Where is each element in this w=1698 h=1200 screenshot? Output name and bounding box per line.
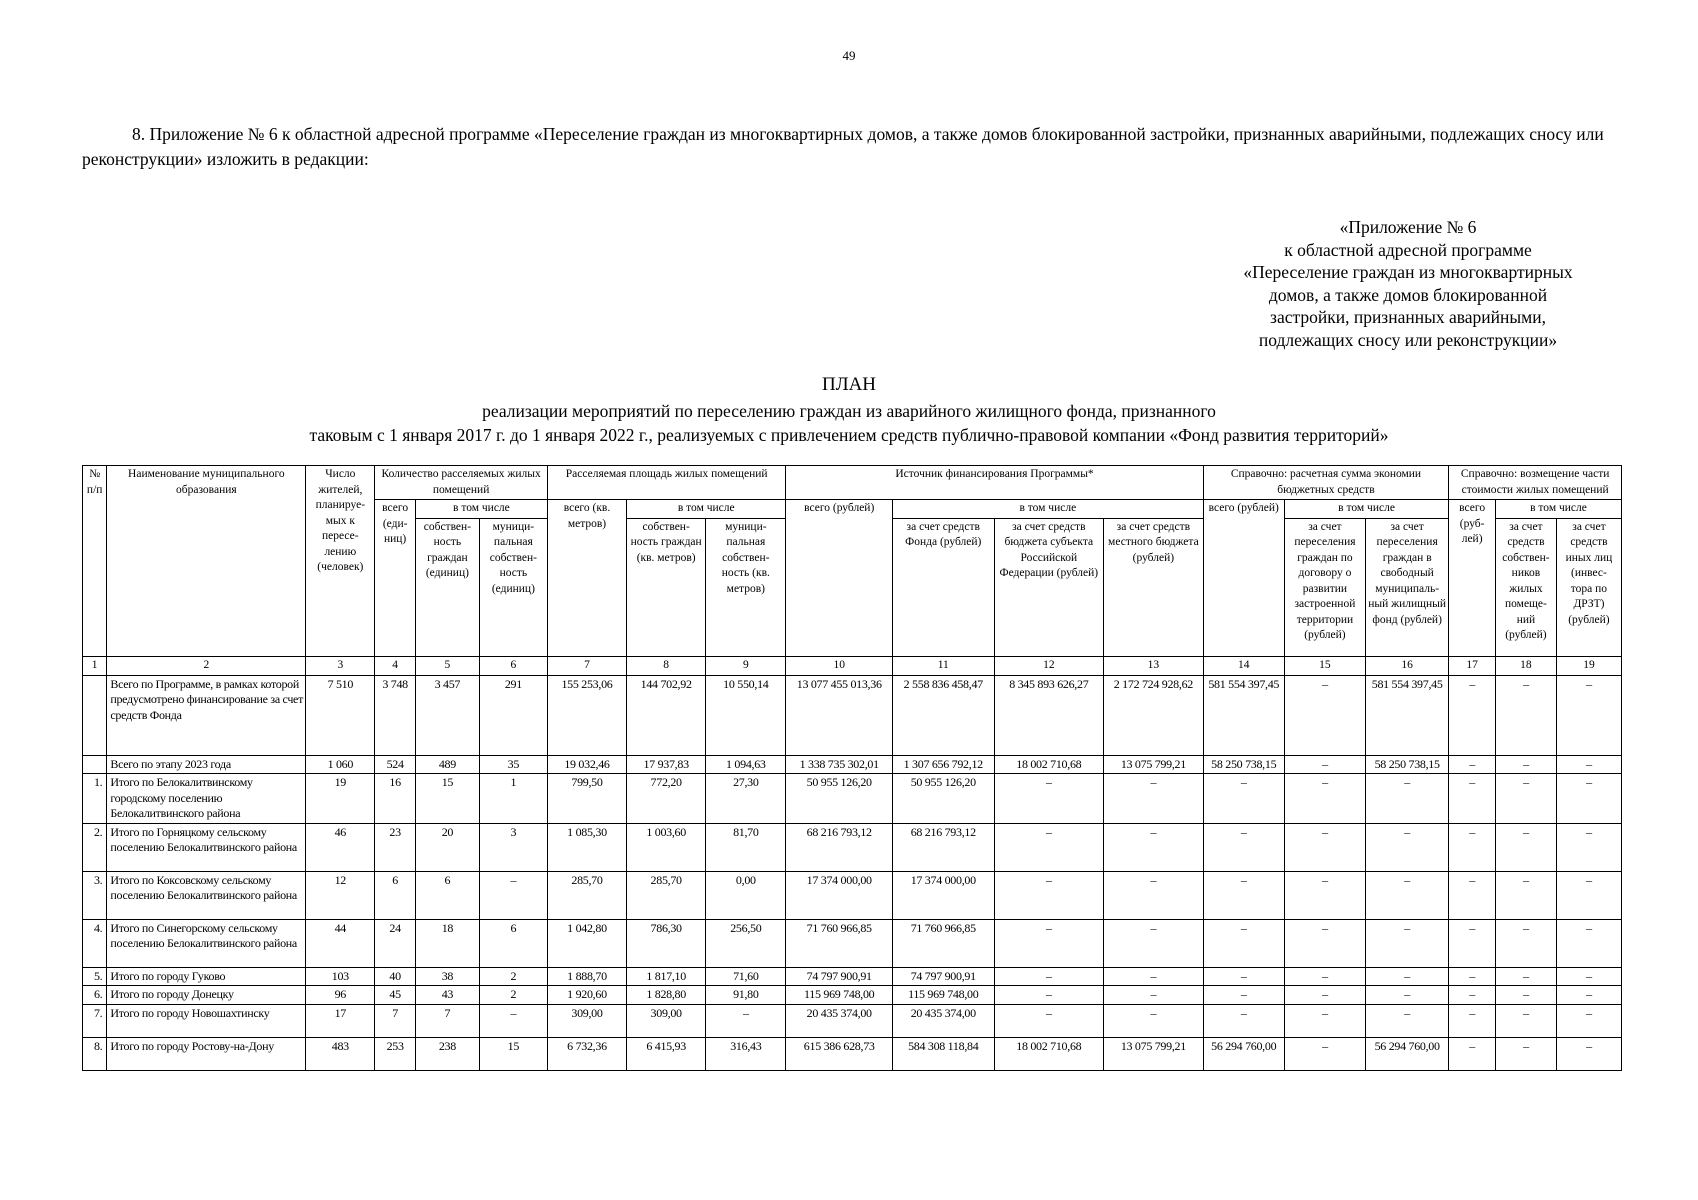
- column-number: 12: [994, 656, 1104, 675]
- value-cell-c4: 524: [375, 755, 416, 774]
- value-cell-c12: 18 002 710,68: [994, 1037, 1104, 1070]
- header-count: Количество расселяемых жилых помещений: [375, 466, 548, 500]
- value-cell-c5: 7: [415, 1004, 479, 1037]
- table-row: [83, 1004, 1622, 1037]
- plan-subtitle-line: реализации мероприятий по переселению граждан из аварийного жилищного фонда, признанного: [482, 401, 1216, 421]
- municipality-name-cell: Итого по городу Новошахтинску: [107, 1004, 306, 1037]
- value-cell-c5: 20: [415, 823, 479, 871]
- table-row: [83, 986, 1622, 1005]
- value-cell-c16: –: [1366, 986, 1449, 1005]
- value-cell-residents: 103: [306, 967, 375, 986]
- value-cell-c15: –: [1284, 871, 1365, 919]
- value-cell-c14: –: [1203, 1004, 1284, 1037]
- row-number-cell: 6.: [83, 986, 107, 1005]
- value-cell-c6: 291: [479, 675, 547, 755]
- value-cell-c14: –: [1203, 919, 1284, 967]
- value-cell-c13: –: [1104, 967, 1204, 986]
- value-cell-c14: 56 294 760,00: [1203, 1037, 1284, 1070]
- value-cell-c18: –: [1495, 774, 1556, 824]
- value-cell-c7: 19 032,46: [547, 755, 626, 774]
- value-cell-c15: –: [1284, 774, 1365, 824]
- value-cell-c19: –: [1556, 823, 1621, 871]
- value-cell-c8: 285,70: [627, 871, 706, 919]
- value-cell-c9: 71,60: [706, 967, 786, 986]
- value-cell-c4: 16: [375, 774, 416, 824]
- value-cell-c11: 2 558 836 458,47: [893, 675, 995, 755]
- value-cell-c7: 799,50: [547, 774, 626, 824]
- value-cell-c12: –: [994, 967, 1104, 986]
- value-cell-c10: 20 435 374,00: [786, 1004, 893, 1037]
- value-cell-c4: 45: [375, 986, 416, 1005]
- header-c12: за счет средств бюджета субъекта Российской Федерации (рублей): [994, 518, 1104, 656]
- value-cell-c12: –: [994, 986, 1104, 1005]
- value-cell-c6: 2: [479, 967, 547, 986]
- value-cell-c10: 13 077 455 013,36: [786, 675, 893, 755]
- value-cell-c8: 772,20: [627, 774, 706, 824]
- value-cell-c14: –: [1203, 871, 1284, 919]
- header-name: Наименование муниципального образования: [107, 466, 306, 657]
- row-number-cell: 5.: [83, 967, 107, 986]
- value-cell-c7: 1 085,30: [547, 823, 626, 871]
- value-cell-c5: 18: [415, 919, 479, 967]
- value-cell-c14: –: [1203, 823, 1284, 871]
- value-cell-c11: 74 797 900,91: [893, 967, 995, 986]
- header-num: № п/п: [83, 466, 107, 657]
- value-cell-c6: 2: [479, 986, 547, 1005]
- value-cell-c17: –: [1449, 1037, 1496, 1070]
- header-source: Источник финансирования Программы*: [786, 466, 1203, 500]
- value-cell-c13: 13 075 799,21: [1104, 1037, 1204, 1070]
- table-row: [83, 774, 1622, 824]
- header-c16: за счет переселения граждан в свободный муниципаль- ный жилищный фонд (рублей): [1366, 518, 1449, 656]
- column-number: 11: [893, 656, 995, 675]
- value-cell-c5: 6: [415, 871, 479, 919]
- value-cell-c17: –: [1449, 823, 1496, 871]
- appendix-line: «Приложение № 6: [1339, 217, 1477, 237]
- value-cell-c6: 6: [479, 919, 547, 967]
- value-cell-c18: –: [1495, 755, 1556, 774]
- column-number: 7: [547, 656, 626, 675]
- value-cell-c14: –: [1203, 967, 1284, 986]
- value-cell-c13: –: [1104, 986, 1204, 1005]
- value-cell-c10: 17 374 000,00: [786, 871, 893, 919]
- column-number: 1: [83, 656, 107, 675]
- value-cell-c15: –: [1284, 1004, 1365, 1037]
- header-economy: Справочно: расчетная сумма экономии бюджетных средств: [1203, 466, 1449, 500]
- header-in-that-number: в том числе: [893, 500, 1204, 519]
- table-row: [83, 675, 1622, 755]
- value-cell-c7: 309,00: [547, 1004, 626, 1037]
- appendix-line: застройки, признанных аварийными,: [1270, 307, 1546, 327]
- municipality-name-cell: Итого по городу Ростову-на-Дону: [107, 1037, 306, 1070]
- header-c10: всего (рублей): [786, 500, 893, 657]
- row-number-cell: 3.: [83, 871, 107, 919]
- value-cell-c9: 91,80: [706, 986, 786, 1005]
- column-number: 19: [1556, 656, 1621, 675]
- value-cell-c11: 1 307 656 792,12: [893, 755, 995, 774]
- value-cell-residents: 19: [306, 774, 375, 824]
- municipality-name-cell: Итого по городу Гуково: [107, 967, 306, 986]
- municipality-name-cell: Итого по Синегорскому сельскому поселению Белокалитвинского района: [107, 919, 306, 967]
- value-cell-c7: 1 042,80: [547, 919, 626, 967]
- value-cell-c8: 786,30: [627, 919, 706, 967]
- value-cell-c19: –: [1556, 967, 1621, 986]
- value-cell-c6: –: [479, 871, 547, 919]
- value-cell-c13: –: [1104, 871, 1204, 919]
- header-c14: всего (рублей): [1203, 500, 1284, 657]
- value-cell-c19: –: [1556, 755, 1621, 774]
- value-cell-c17: –: [1449, 755, 1496, 774]
- value-cell-c17: –: [1449, 774, 1496, 824]
- value-cell-residents: 96: [306, 986, 375, 1005]
- header-c15: за счет переселения граждан по договору о развитии застроенной территории (рублей): [1284, 518, 1365, 656]
- header-c17: всего (руб- лей): [1449, 500, 1496, 657]
- value-cell-c16: 581 554 397,45: [1366, 675, 1449, 755]
- value-cell-c4: 3 748: [375, 675, 416, 755]
- value-cell-c4: 23: [375, 823, 416, 871]
- value-cell-residents: 46: [306, 823, 375, 871]
- value-cell-c8: 1 003,60: [627, 823, 706, 871]
- header-compensation: Справочно: возмещение части стоимости жилых помещений: [1449, 466, 1622, 500]
- header-c4: всего (еди- ниц): [375, 500, 416, 657]
- value-cell-c7: 285,70: [547, 871, 626, 919]
- value-cell-c10: 1 338 735 302,01: [786, 755, 893, 774]
- appendix-line: к областной адресной программе: [1284, 239, 1532, 260]
- column-number: 8: [627, 656, 706, 675]
- plan-table: [82, 465, 1622, 1071]
- value-cell-c12: –: [994, 1004, 1104, 1037]
- value-cell-c9: 10 550,14: [706, 675, 786, 755]
- value-cell-c14: –: [1203, 986, 1284, 1005]
- value-cell-c15: –: [1284, 986, 1365, 1005]
- value-cell-c13: 13 075 799,21: [1104, 755, 1204, 774]
- value-cell-c10: 68 216 793,12: [786, 823, 893, 871]
- page-number: 49: [842, 48, 856, 63]
- plan-table-body: [83, 675, 1622, 1070]
- value-cell-c17: –: [1449, 919, 1496, 967]
- header-c13: за счет средств местного бюджета (рублей): [1104, 518, 1204, 656]
- column-number: 13: [1104, 656, 1204, 675]
- value-cell-c12: –: [994, 919, 1104, 967]
- value-cell-c14: 58 250 738,15: [1203, 755, 1284, 774]
- value-cell-c18: –: [1495, 919, 1556, 967]
- value-cell-c16: 58 250 738,15: [1366, 755, 1449, 774]
- table-row: [83, 823, 1622, 871]
- value-cell-c13: 2 172 724 928,62: [1104, 675, 1204, 755]
- value-cell-c18: –: [1495, 1004, 1556, 1037]
- column-number: 2: [107, 656, 306, 675]
- column-number: 15: [1284, 656, 1365, 675]
- value-cell-residents: 12: [306, 871, 375, 919]
- value-cell-c17: –: [1449, 986, 1496, 1005]
- table-row: [83, 967, 1622, 986]
- value-cell-c16: 56 294 760,00: [1366, 1037, 1449, 1070]
- value-cell-c19: –: [1556, 1004, 1621, 1037]
- value-cell-c5: 43: [415, 986, 479, 1005]
- value-cell-c4: 40: [375, 967, 416, 986]
- value-cell-c18: –: [1495, 871, 1556, 919]
- value-cell-c7: 1 920,60: [547, 986, 626, 1005]
- value-cell-c4: 6: [375, 871, 416, 919]
- header-c7: всего (кв. метров): [547, 500, 626, 657]
- value-cell-c19: –: [1556, 1037, 1621, 1070]
- value-cell-c18: –: [1495, 1037, 1556, 1070]
- column-number-row: [83, 656, 1622, 675]
- value-cell-residents: 7 510: [306, 675, 375, 755]
- municipality-name-cell: Всего по Программе, в рамках которой предусмотрено финансирование за счет средств Фонда: [107, 675, 306, 755]
- row-number-cell: 7.: [83, 1004, 107, 1037]
- value-cell-c15: –: [1284, 675, 1365, 755]
- value-cell-c19: –: [1556, 871, 1621, 919]
- value-cell-c11: 71 760 966,85: [893, 919, 995, 967]
- value-cell-c16: –: [1366, 1004, 1449, 1037]
- value-cell-c9: –: [706, 1004, 786, 1037]
- value-cell-c6: 15: [479, 1037, 547, 1070]
- value-cell-c8: 144 702,92: [627, 675, 706, 755]
- value-cell-c5: 238: [415, 1037, 479, 1070]
- value-cell-c7: 6 732,36: [547, 1037, 626, 1070]
- value-cell-c4: 24: [375, 919, 416, 967]
- value-cell-c4: 253: [375, 1037, 416, 1070]
- value-cell-c6: 35: [479, 755, 547, 774]
- value-cell-c8: 17 937,83: [627, 755, 706, 774]
- municipality-name-cell: Итого по Белокалитвинскому городскому поселению Белокалитвинского района: [107, 774, 306, 824]
- value-cell-c19: –: [1556, 675, 1621, 755]
- value-cell-c8: 1 817,10: [627, 967, 706, 986]
- header-c18: за счет средств собствен- ников жилых помеще- ний (рублей): [1495, 518, 1556, 656]
- value-cell-c9: 256,50: [706, 919, 786, 967]
- table-row: [83, 1037, 1622, 1070]
- header-c9: муници- пальная собствен- ность (кв. метров): [706, 518, 786, 656]
- value-cell-c5: 3 457: [415, 675, 479, 755]
- intro-paragraph: 8. Приложение № 6 к областной адресной программе «Переселение граждан из многоквартирных домов, а также домов блокированной застройки, признанных аварийными, подлежащих сносу или реконструкции» изложить в редакции:: [82, 124, 1604, 169]
- value-cell-c6: 3: [479, 823, 547, 871]
- value-cell-c5: 489: [415, 755, 479, 774]
- row-number-cell: 2.: [83, 823, 107, 871]
- municipality-name-cell: Итого по Коксовскому сельскому поселению Белокалитвинского района: [107, 871, 306, 919]
- value-cell-c11: 50 955 126,20: [893, 774, 995, 824]
- value-cell-c4: 7: [375, 1004, 416, 1037]
- value-cell-c11: 68 216 793,12: [893, 823, 995, 871]
- plan-subtitle: [0, 400, 1698, 447]
- column-number: 5: [415, 656, 479, 675]
- column-number: 18: [1495, 656, 1556, 675]
- value-cell-c15: –: [1284, 755, 1365, 774]
- plan-title: ПЛАН: [821, 374, 877, 395]
- value-cell-c9: 81,70: [706, 823, 786, 871]
- column-number: 6: [479, 656, 547, 675]
- value-cell-c19: –: [1556, 919, 1621, 967]
- value-cell-c13: –: [1104, 1004, 1204, 1037]
- value-cell-c9: 27,30: [706, 774, 786, 824]
- value-cell-residents: 1 060: [306, 755, 375, 774]
- value-cell-c14: 581 554 397,45: [1203, 675, 1284, 755]
- column-number: 14: [1203, 656, 1284, 675]
- row-number-cell: 4.: [83, 919, 107, 967]
- municipality-name-cell: Всего по этапу 2023 года: [107, 755, 306, 774]
- value-cell-c8: 309,00: [627, 1004, 706, 1037]
- value-cell-c14: –: [1203, 774, 1284, 824]
- value-cell-c5: 38: [415, 967, 479, 986]
- value-cell-c11: 17 374 000,00: [893, 871, 995, 919]
- value-cell-c13: –: [1104, 919, 1204, 967]
- value-cell-c17: –: [1449, 675, 1496, 755]
- value-cell-c15: –: [1284, 967, 1365, 986]
- municipality-name-cell: Итого по Горняцкому сельскому поселению Белокалитвинского района: [107, 823, 306, 871]
- value-cell-c9: 316,43: [706, 1037, 786, 1070]
- appendix-caption: [1198, 216, 1618, 351]
- value-cell-c16: –: [1366, 871, 1449, 919]
- header-in-that-number: в том числе: [1495, 500, 1621, 519]
- value-cell-c15: –: [1284, 919, 1365, 967]
- value-cell-c10: 615 386 628,73: [786, 1037, 893, 1070]
- value-cell-c18: –: [1495, 967, 1556, 986]
- value-cell-c10: 74 797 900,91: [786, 967, 893, 986]
- row-number-cell: [83, 755, 107, 774]
- table-row: [83, 871, 1622, 919]
- header-c11: за счет средств Фонда (рублей): [893, 518, 995, 656]
- table-row: [83, 919, 1622, 967]
- value-cell-c15: –: [1284, 823, 1365, 871]
- value-cell-c7: 1 888,70: [547, 967, 626, 986]
- value-cell-c6: 1: [479, 774, 547, 824]
- value-cell-c12: –: [994, 823, 1104, 871]
- column-number: 9: [706, 656, 786, 675]
- value-cell-c17: –: [1449, 1004, 1496, 1037]
- header-c5: собствен- ность граждан (единиц): [415, 518, 479, 656]
- appendix-line: «Переселение граждан из многоквартирных: [1243, 262, 1573, 282]
- header-residents: Число жителей, планируе- мых к пересе- лению (человек): [306, 466, 375, 657]
- value-cell-c16: –: [1366, 967, 1449, 986]
- value-cell-c15: –: [1284, 1037, 1365, 1070]
- value-cell-c11: 584 308 118,84: [893, 1037, 995, 1070]
- value-cell-c8: 1 828,80: [627, 986, 706, 1005]
- header-in-that-number: в том числе: [415, 500, 547, 519]
- header-c6: муници- пальная собствен- ность (единиц): [479, 518, 547, 656]
- value-cell-c9: 0,00: [706, 871, 786, 919]
- value-cell-c13: –: [1104, 774, 1204, 824]
- municipality-name-cell: Итого по городу Донецку: [107, 986, 306, 1005]
- value-cell-c17: –: [1449, 871, 1496, 919]
- value-cell-c18: –: [1495, 986, 1556, 1005]
- plan-subtitle-line: таковым с 1 января 2017 г. до 1 января 2022 г., реализуемых с привлечением средств публично-правовой компании «Фонд развития территорий»: [309, 424, 1389, 445]
- value-cell-c12: 8 345 893 626,27: [994, 675, 1104, 755]
- value-cell-c12: –: [994, 871, 1104, 919]
- row-number-cell: 8.: [83, 1037, 107, 1070]
- value-cell-c19: –: [1556, 774, 1621, 824]
- row-number-cell: [83, 675, 107, 755]
- value-cell-c16: –: [1366, 774, 1449, 824]
- value-cell-c17: –: [1449, 967, 1496, 986]
- value-cell-c10: 71 760 966,85: [786, 919, 893, 967]
- header-area: Расселяемая площадь жилых помещений: [547, 466, 786, 500]
- value-cell-c9: 1 094,63: [706, 755, 786, 774]
- value-cell-residents: 17: [306, 1004, 375, 1037]
- header-c8: собствен- ность граждан (кв. метров): [627, 518, 706, 656]
- value-cell-c16: –: [1366, 919, 1449, 967]
- header-c19: за счет средств иных лиц (инвес- тора по ДРЗТ) (рублей): [1556, 518, 1621, 656]
- value-cell-c10: 115 969 748,00: [786, 986, 893, 1005]
- value-cell-c8: 6 415,93: [627, 1037, 706, 1070]
- table-row: [83, 755, 1622, 774]
- column-number: 16: [1366, 656, 1449, 675]
- column-number: 3: [306, 656, 375, 675]
- column-number: 4: [375, 656, 416, 675]
- value-cell-c7: 155 253,06: [547, 675, 626, 755]
- appendix-line: домов, а также домов блокированной: [1268, 284, 1548, 305]
- header-in-that-number: в том числе: [1284, 500, 1448, 519]
- value-cell-c11: 115 969 748,00: [893, 986, 995, 1005]
- value-cell-c16: –: [1366, 823, 1449, 871]
- appendix-line: подлежащих сносу или реконструкции»: [1258, 329, 1558, 350]
- value-cell-c13: –: [1104, 823, 1204, 871]
- value-cell-c12: 18 002 710,68: [994, 755, 1104, 774]
- value-cell-residents: 483: [306, 1037, 375, 1070]
- row-number-cell: 1.: [83, 774, 107, 824]
- column-number: 17: [1449, 656, 1496, 675]
- value-cell-c18: –: [1495, 823, 1556, 871]
- value-cell-c18: –: [1495, 675, 1556, 755]
- value-cell-c19: –: [1556, 986, 1621, 1005]
- value-cell-c12: –: [994, 774, 1104, 824]
- column-number: 10: [786, 656, 893, 675]
- value-cell-c10: 50 955 126,20: [786, 774, 893, 824]
- header-in-that-number: в том числе: [627, 500, 786, 519]
- value-cell-c11: 20 435 374,00: [893, 1004, 995, 1037]
- value-cell-c5: 15: [415, 774, 479, 824]
- value-cell-residents: 44: [306, 919, 375, 967]
- value-cell-c6: –: [479, 1004, 547, 1037]
